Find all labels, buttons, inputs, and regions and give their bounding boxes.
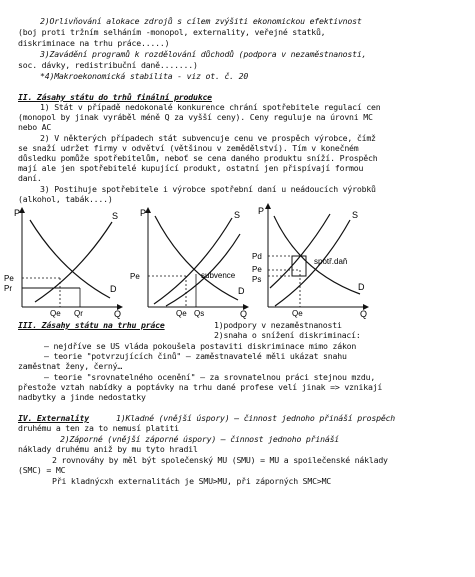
charts-area xyxy=(0,202,475,322)
line-1: 2)Orlivňování alokace zdrojů s cílem zvýšiti ekonomickou efektivnost xyxy=(40,16,362,26)
c1-demand-curve xyxy=(30,220,110,298)
c3-q-label: Q xyxy=(360,309,368,319)
c1-pe-label: Pe xyxy=(4,274,14,283)
c2-qs-label: Qs xyxy=(194,309,205,318)
s4-e4: Při kladnýcxh externalitách je SMU>MU, při záporných SMC>MC xyxy=(52,476,332,486)
s2-p2a: 2) V některých případech stát subvencuje cenu ve prospěch výrobce, čímž xyxy=(40,133,376,143)
s2-p2d: mají ale jen spotřebitelé kupující produkt, ostatní jen přispívají formou xyxy=(18,163,364,173)
s2-p1c: nebo AC xyxy=(18,122,52,132)
c3-p-label: P xyxy=(258,206,265,216)
chart-regulace xyxy=(4,208,121,319)
s2-p1a: 1) Stát v případě nedokonalé konkurence chrání spotřebitele regulací cen xyxy=(40,102,381,112)
section2-heading: II. Zásahy státu do trhů finální produkce xyxy=(18,92,212,102)
c1-pr-label: Pr xyxy=(4,284,12,293)
c1-qe-label: Qe xyxy=(50,309,61,318)
s4-e2b: náklady druhému aniž by mu tyto hradil xyxy=(18,444,198,454)
s4-e1: 1)Kladné (vnější úspory) – činnost jednoho přináší prospěch xyxy=(116,413,396,423)
c3-d-label: D xyxy=(358,282,365,292)
s3-b2b: zaměstnat ženy, černý… xyxy=(18,361,123,371)
line-6: *4)Makroekonomická stabilita - viz ot. č. 20 xyxy=(40,71,249,81)
c1-s-label: S xyxy=(112,211,119,221)
s2-p1b: (monopol by jinak vyráběl méně Q za vyšší ceny). Ceny reguluje na úrovni MC xyxy=(18,112,373,122)
c3-spotr-label: spotř.daň xyxy=(314,257,348,266)
c3-pd-label: Pd xyxy=(252,252,262,261)
c1-supply-curve xyxy=(35,222,112,302)
s4-e3: 2 rovnováhy by měl být společenský MU (SMU) = MU a spoilečenské náklady xyxy=(52,455,388,465)
c1-d-label: D xyxy=(110,284,117,294)
s2-p2b: se snaží udržet firmy v odvětví (většinou v zemědělství). Tím v konečném xyxy=(18,143,359,153)
s3-b3b: přestože vztah nabídky a poptávky na trhu dané profese velí jinak => vznikají xyxy=(18,382,383,392)
c3-pe-label: Pe xyxy=(252,265,262,274)
chart-spotrebni-dan xyxy=(252,206,367,319)
s2-p3b: (alkohol, tabák....) xyxy=(18,194,113,204)
s2-p2c: důsledku pomůže spotřebitelům, neboť se cena daného produktu sníží. Prospěch xyxy=(18,153,378,163)
s4-e1b: druhému a ten za to nemusí platiti xyxy=(18,423,179,433)
line-2: (boj proti tržním selháním -monopol, externality, veřejné statků, xyxy=(18,27,326,37)
c3-s-label: S xyxy=(352,210,359,220)
section4-heading: IV. Externality xyxy=(18,413,89,423)
c3-demand-curve xyxy=(274,216,360,294)
c2-qe-label: Qe xyxy=(176,309,187,318)
s2-p2e: daní. xyxy=(18,173,42,183)
line-5: soc. dávky, redistribuční daně.......) xyxy=(18,60,198,70)
line-4: 3)Zavádění programů k rozdělování důchodů (podpora v nezaměstnanosti, xyxy=(40,49,367,59)
chart-subvence xyxy=(130,208,247,319)
s3-b3c: nadbytky a jinde nedostatky xyxy=(18,392,146,402)
s2-p3a: 3) Postihuje spotřebitele i výrobce spotřební daní u neádoucích výrobků xyxy=(40,184,376,194)
c1-qr-label: Qr xyxy=(74,309,83,318)
s4-e2: 2)Záporné (vnější záporné úspory) – činnost jednoho přináší xyxy=(60,434,340,444)
c2-pe-label: Pe xyxy=(130,272,140,281)
c3-qe-label: Qe xyxy=(292,309,303,318)
c2-s-label: S xyxy=(234,210,241,220)
s4-e3b: (SMC) = MC xyxy=(18,465,66,475)
s3-b1: – nejdříve se US vláda pokoušela postaviti diskriminace mimo zákon xyxy=(44,341,357,351)
c3-ps-label: Ps xyxy=(252,275,262,284)
c2-q-label: Q xyxy=(240,309,248,319)
s3-r1: 1)podpory v nezaměstnanosti xyxy=(214,320,342,330)
s3-b3: – teorie "srovnatelného ocenění" – za srovnatelnou práci stejnou mzdu, xyxy=(44,372,376,382)
c1-q-label: Q xyxy=(114,309,122,319)
c1-p-label: P xyxy=(14,208,21,218)
section3-heading: III. Zásahy státu na trhu práce xyxy=(18,320,165,330)
c2-p-label: P xyxy=(140,208,147,218)
c2-d-label: D xyxy=(238,286,245,296)
s3-r2: 2)snaha o snížení diskriminací: xyxy=(214,330,361,340)
c2-subvence-label: subvence xyxy=(201,271,236,280)
s3-b2: – teorie "potvrzujících činů" – zaměstnavatelé měli ukázat snahu xyxy=(44,351,347,361)
line-3: diskriminace na trhu práce.....) xyxy=(18,38,170,48)
